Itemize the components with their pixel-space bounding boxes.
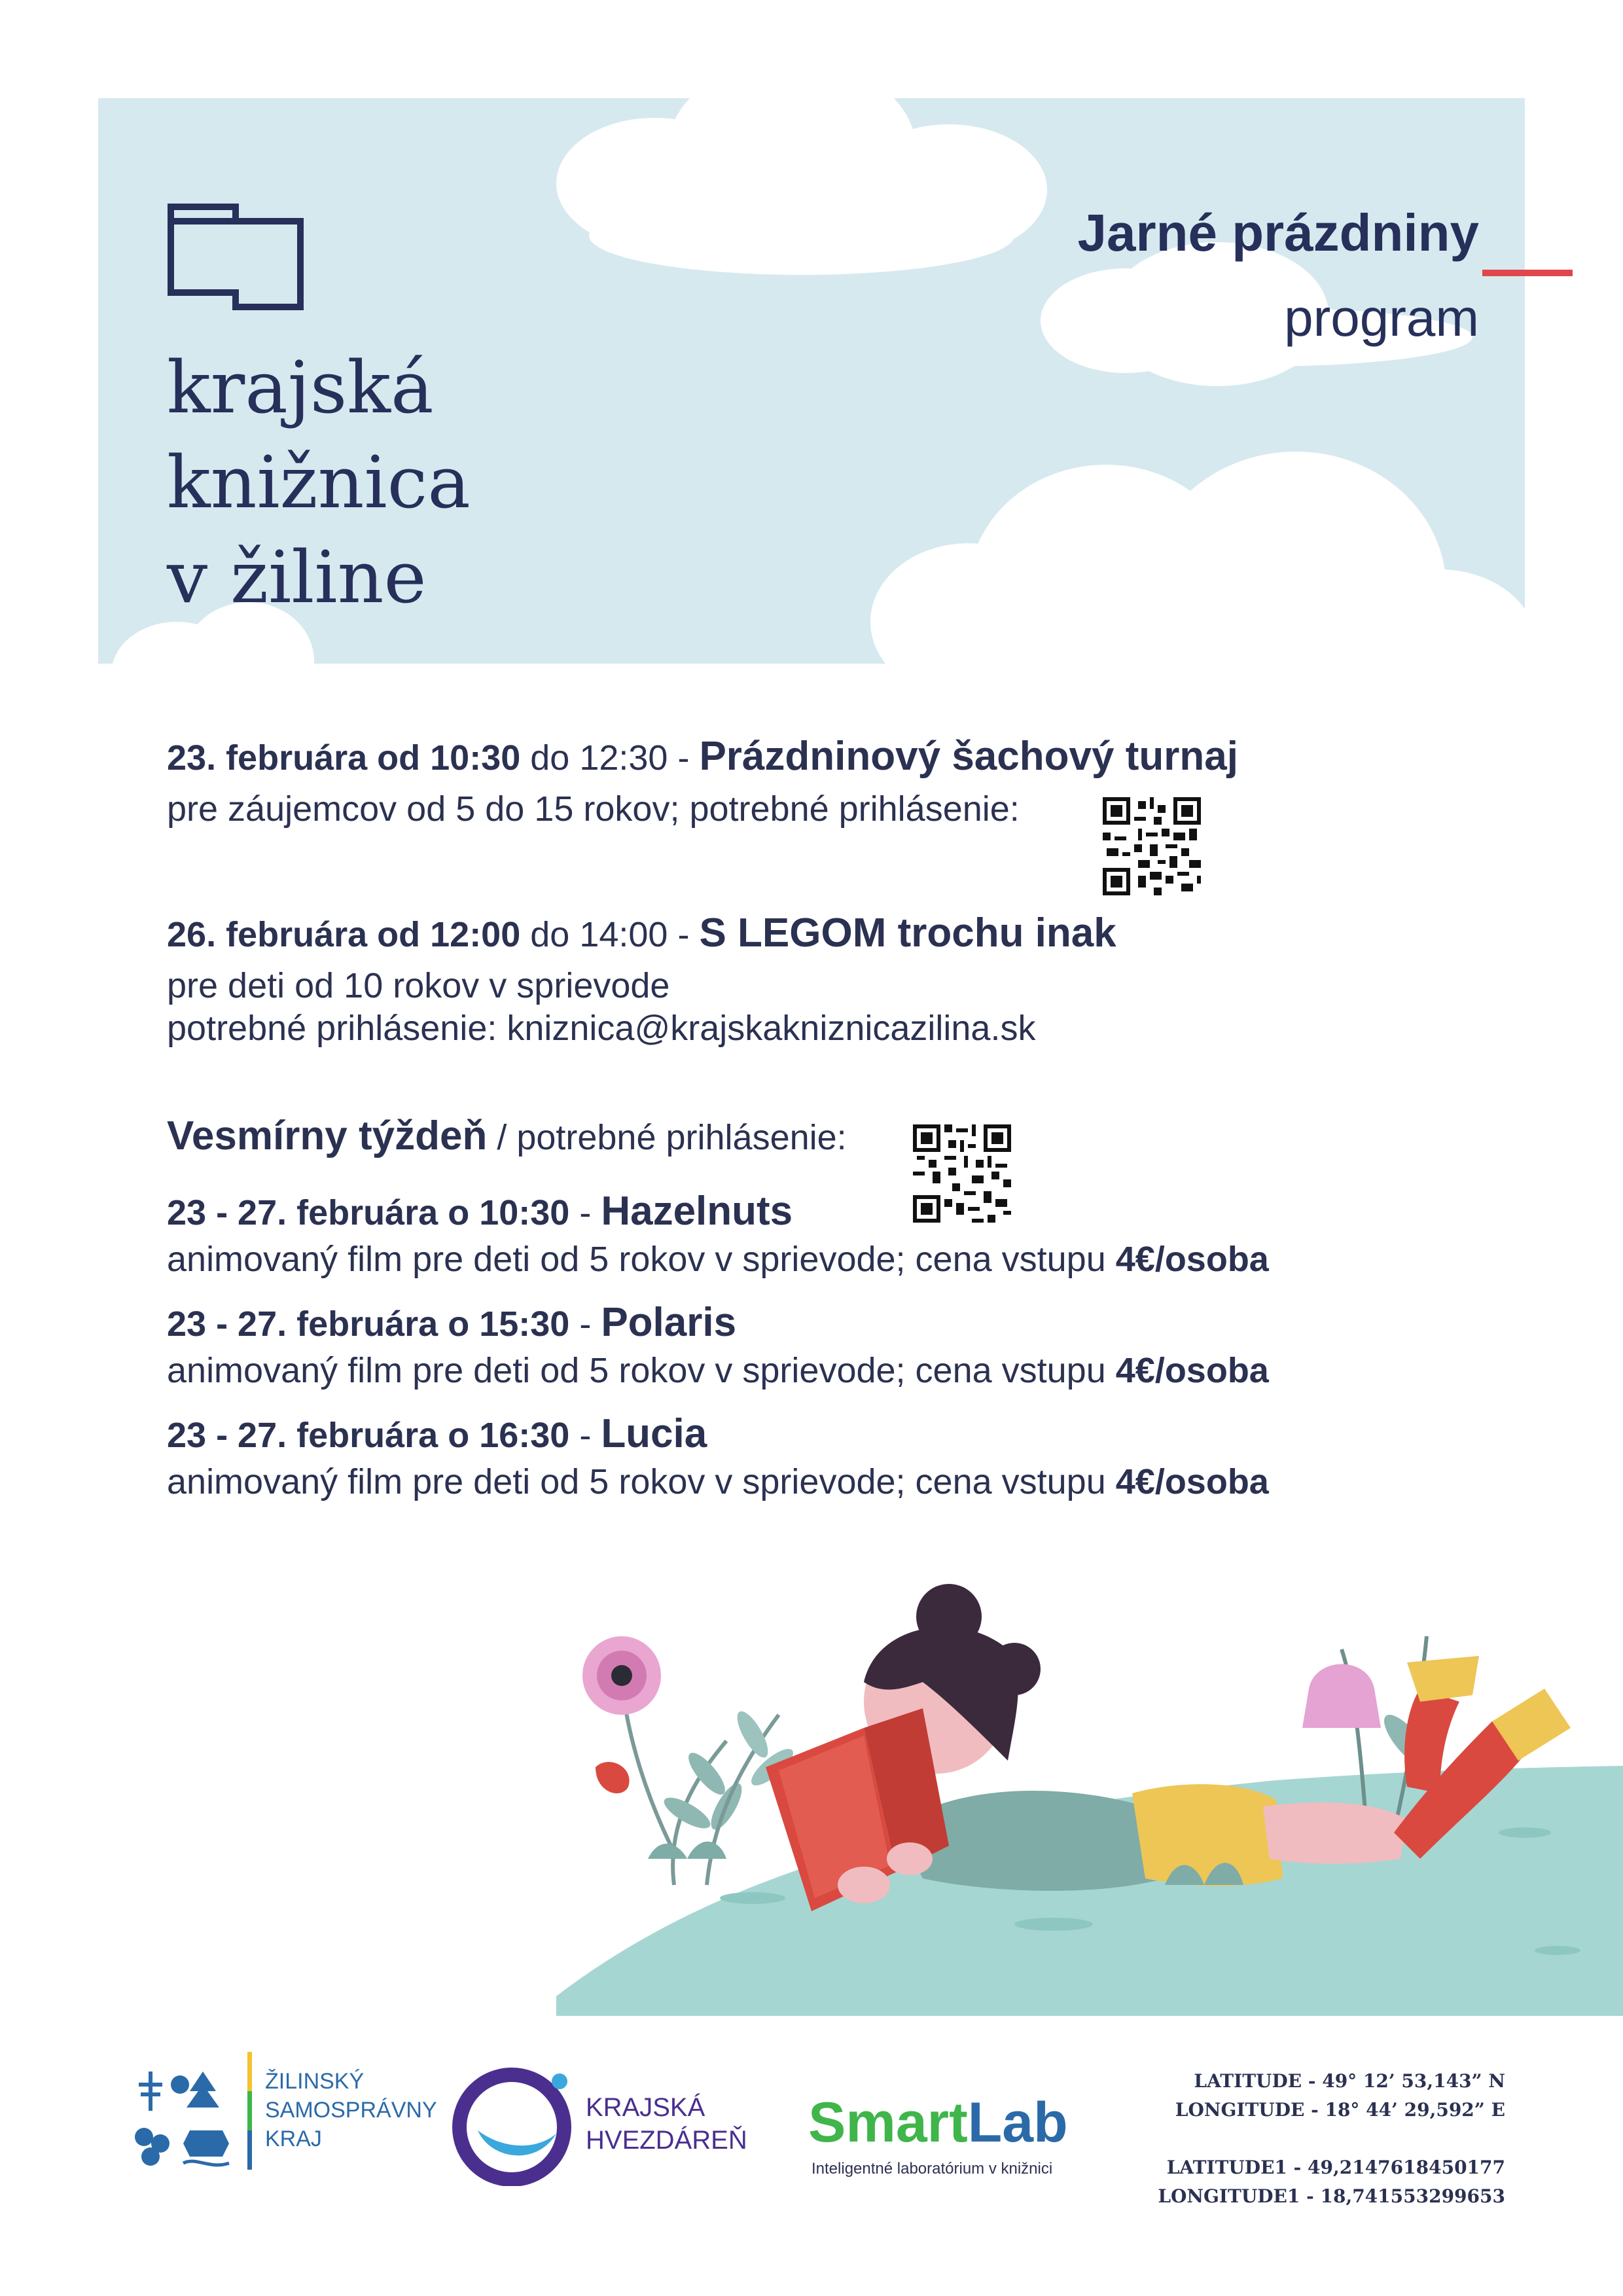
hvezdaren-name-line: KRAJSKÁ	[586, 2093, 705, 2122]
smartlab-logo	[808, 2091, 1068, 2154]
zsk-name-line: ŽILINSKÝ	[265, 2069, 365, 2094]
event-lego-contact[interactable]: potrebné prihlásenie: kniznica@krajskakniznicazilina.sk	[167, 1009, 1036, 1048]
zsk-color-bar	[247, 2130, 252, 2170]
hvezdaren-logo-icon	[452, 2062, 582, 2186]
coordinate-line: LATITUDE - 49° 12’ 53,143” N	[1194, 2070, 1505, 2092]
zsk-color-bar	[247, 2091, 252, 2130]
library-logo-icon	[167, 203, 304, 311]
smartlab-logo-part: Smart	[808, 2091, 968, 2154]
film-desc-text: animovaný film pre deti od 5 rokov v sprievode; cena vstupu	[167, 1240, 1116, 1279]
event-time-until: do 12:30 -	[520, 738, 700, 778]
film-heading	[167, 1410, 707, 1459]
coordinate-line: LONGITUDE - 18° 44’ 29,592” E	[1175, 2099, 1505, 2121]
hvezdaren-name	[586, 2091, 747, 2157]
space-week-note: / potrebné prihlásenie:	[487, 1118, 847, 1157]
film-desc	[167, 1458, 1269, 1505]
zsk-color-bar	[247, 2052, 252, 2091]
film-sep: -	[569, 1416, 601, 1455]
film-sep: -	[569, 1304, 601, 1344]
page-title: Jarné prázdniny	[1077, 204, 1479, 262]
library-name-line: v žiline	[167, 535, 427, 619]
qr-code-icon[interactable]	[913, 1124, 1011, 1223]
film-title: Lucia	[601, 1411, 707, 1456]
event-title: S LEGOM trochu inak	[699, 910, 1116, 956]
girl-reading-illustration	[556, 1571, 1623, 2016]
event-chess-desc: pre záujemcov od 5 do 15 rokov; potrebné prihlásenie:	[167, 789, 1020, 829]
coordinates	[1132, 2067, 1505, 2211]
library-name	[167, 340, 471, 625]
zsk-name-line: SAMOSPRÁVNY	[265, 2098, 437, 2123]
film-sep: -	[569, 1193, 601, 1232]
space-week-heading	[167, 1113, 847, 1161]
event-time-until: do 14:00 -	[520, 915, 700, 954]
film-title: Hazelnuts	[601, 1189, 793, 1234]
event-lego-heading	[167, 910, 1116, 958]
film-desc	[167, 1236, 1269, 1283]
smartlab-tagline: Inteligentné laboratórium v knižnici	[812, 2160, 1053, 2178]
cloud	[589, 196, 1014, 275]
library-name-line: knižnica	[167, 440, 471, 524]
smartlab-logo-part: Lab	[967, 2091, 1068, 2154]
film-price: 4€/osoba	[1115, 1240, 1269, 1279]
accent-line	[1482, 270, 1573, 276]
coordinate-line: LATITUDE1 - 49,2147618450177	[1166, 2157, 1505, 2178]
flower-icon	[582, 1636, 661, 1715]
film-date: 23 - 27. februára o 15:30	[167, 1304, 570, 1344]
film-desc-text: animovaný film pre deti od 5 rokov v sprievode; cena vstupu	[167, 1351, 1116, 1390]
zsk-name-line: KRAJ	[265, 2126, 322, 2151]
zsk-name	[265, 2067, 437, 2153]
qr-code-icon[interactable]	[1103, 797, 1201, 895]
page-subtitle: program	[1284, 289, 1479, 347]
event-chess-heading	[167, 733, 1238, 781]
film-heading	[167, 1299, 736, 1348]
zsk-coat-of-arms-icon	[131, 2065, 236, 2170]
film-desc	[167, 1347, 1269, 1394]
film-title: Polaris	[601, 1300, 737, 1345]
film-price: 4€/osoba	[1115, 1351, 1269, 1390]
film-date: 23 - 27. februára o 10:30	[167, 1193, 570, 1232]
event-date: 23. februára od 10:30	[167, 738, 521, 778]
film-price: 4€/osoba	[1115, 1462, 1269, 1501]
film-heading	[167, 1188, 793, 1236]
hvezdaren-name-line: HVEZDÁREŇ	[586, 2126, 747, 2155]
event-title: Prázdninový šachový turnaj	[699, 734, 1238, 779]
library-name-line: krajská	[167, 346, 434, 429]
coordinate-spacer	[1132, 2125, 1505, 2153]
event-lego-desc: pre deti od 10 rokov v sprievode	[167, 966, 670, 1005]
coordinate-line: LONGITUDE1 - 18,741553299653	[1158, 2185, 1505, 2207]
film-desc-text: animovaný film pre deti od 5 rokov v sprievode; cena vstupu	[167, 1462, 1116, 1501]
space-week-title: Vesmírny týždeň	[167, 1113, 488, 1158]
film-date: 23 - 27. februára o 16:30	[167, 1416, 570, 1455]
event-date: 26. februára od 12:00	[167, 915, 521, 954]
